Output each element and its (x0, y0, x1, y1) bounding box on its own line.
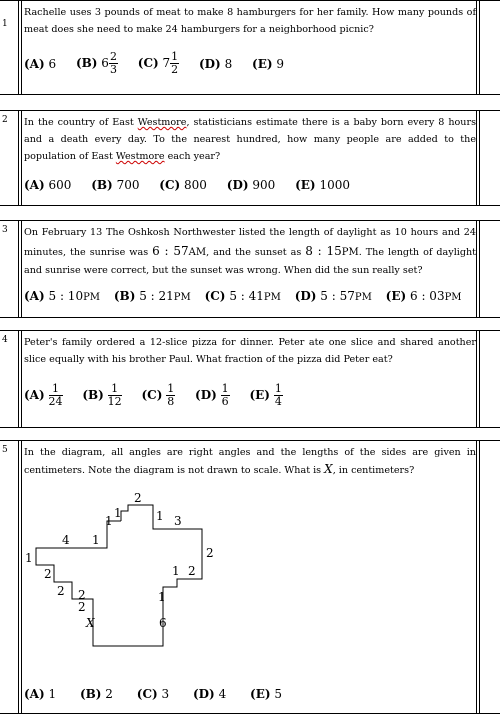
choice-a[interactable]: (A) 600 (24, 177, 72, 192)
question-row-1 (0, 0, 500, 95)
question-row-3 (0, 220, 500, 318)
question-text: On February 13 The Oshkosh Northwester listed the length of daylight as 10 hours and 24 minutes, the sunrise was 6 : 57AM, and the sunset as 8 : 15PM. The length of daylight and sunrise were correct, but the sunset was wrong. When did the sun really set? (24, 227, 477, 276)
choice-d[interactable]: (D) $\frac{1}{6}$ (195, 382, 229, 408)
choice-d[interactable]: (D) 5 : 57PM (294, 288, 372, 303)
side-label: 1 (105, 514, 113, 528)
side-label: 2 (206, 546, 214, 560)
side-label: 1 (25, 551, 33, 565)
choice-a[interactable]: (A) 1 (24, 686, 57, 701)
choice-d[interactable]: (D) 8 (198, 56, 233, 71)
end-cell (479, 221, 500, 317)
side-label: 1 (156, 509, 164, 523)
answer-choices (24, 686, 302, 701)
side-label: 2 (78, 588, 86, 602)
answer-choices (24, 383, 299, 408)
question-text: Rachelle uses 3 pounds of meat to make 8 hamburgers for her family. How many pounds of meat does she need to make 24 hamburgers for a neighborhood picnic? (24, 7, 476, 35)
choice-d[interactable]: (D) 900 (226, 177, 276, 192)
question-cell (21, 1, 477, 94)
question-number: 5 (0, 441, 19, 713)
polygon-diagram (22, 489, 232, 659)
question-cell (21, 221, 477, 317)
side-label: 3 (174, 514, 182, 528)
side-label: 1 (92, 533, 100, 547)
question-row-4 (0, 330, 500, 428)
choice-c[interactable]: (C) $\frac{1}{8}$ (141, 382, 175, 408)
question-cell (21, 111, 477, 205)
side-label: 4 (62, 533, 70, 547)
side-label: 6 (159, 616, 167, 630)
answer-choices (24, 288, 462, 303)
answer-choices (24, 51, 300, 76)
choice-a[interactable]: (A) $\frac{1}{24}$ (24, 382, 63, 408)
answer-choices (24, 177, 366, 192)
question-number: 1 (0, 1, 19, 94)
choice-e[interactable]: (E) 9 (252, 56, 285, 71)
choice-c[interactable]: (C) 7 $\frac{1}{2}$ (137, 50, 179, 76)
end-cell (479, 1, 500, 94)
question-cell (21, 331, 477, 427)
side-label: 2 (78, 600, 86, 614)
choice-b[interactable]: (B) 2 (79, 686, 113, 701)
choice-e[interactable]: (E) 5 (250, 686, 283, 701)
choice-b[interactable]: (B) 5 : 21PM (113, 288, 191, 303)
choice-e[interactable]: (E) $\frac{1}{4}$ (249, 382, 282, 408)
question-number: 3 (0, 221, 19, 317)
choice-d[interactable]: (D) 4 (192, 686, 227, 701)
choice-a[interactable]: (A) 5 : 10PM (24, 288, 101, 303)
side-label: 2 (57, 584, 65, 598)
end-cell (479, 441, 500, 713)
choice-c[interactable]: (C) 5 : 41PM (204, 288, 281, 303)
question-number: 4 (0, 331, 19, 427)
side-label: 1 (158, 590, 166, 604)
choice-c[interactable]: (C) 3 (136, 686, 170, 701)
question-text: In the diagram, all angles are right angles and the lengths of the sides are given in centimeters. Note the diagram is not drawn to scale. What is X, in centimeters? (24, 447, 476, 476)
side-label-x: X (86, 616, 95, 630)
side-label: 1 (114, 506, 122, 520)
question-cell (21, 441, 477, 713)
question-row-5 (0, 440, 500, 714)
choice-e[interactable]: (E) 1000 (295, 177, 350, 192)
choice-b[interactable]: (B) 6 $\frac{2}{3}$ (75, 50, 117, 76)
question-text: In the country of East Westmore, statisticians estimate there is a baby born every 8 hours and a death every day. To the nearest hundred, how many people are added to the population of East Westmore each year? (24, 117, 476, 162)
question-text: Peter's family ordered a 12-slice pizza for dinner. Peter ate one slice and shared another slice equally with his brother Paul. What fraction of the pizza did Peter eat? (24, 337, 476, 365)
end-cell (479, 331, 500, 427)
choice-b[interactable]: (B) 700 (91, 177, 140, 192)
end-cell (479, 111, 500, 205)
question-number: 2 (0, 111, 19, 205)
choice-c[interactable]: (C) 800 (159, 177, 207, 192)
choice-a[interactable]: (A) 6 (24, 56, 57, 71)
side-label: 2 (44, 567, 52, 581)
choice-b[interactable]: (B) $\frac{1}{12}$ (82, 382, 122, 408)
question-row-2 (0, 110, 500, 206)
choice-e[interactable]: (E) 6 : 03PM (385, 288, 462, 303)
side-label: 2 (188, 564, 196, 578)
side-label: 2 (134, 491, 142, 505)
side-label: 1 (172, 564, 180, 578)
